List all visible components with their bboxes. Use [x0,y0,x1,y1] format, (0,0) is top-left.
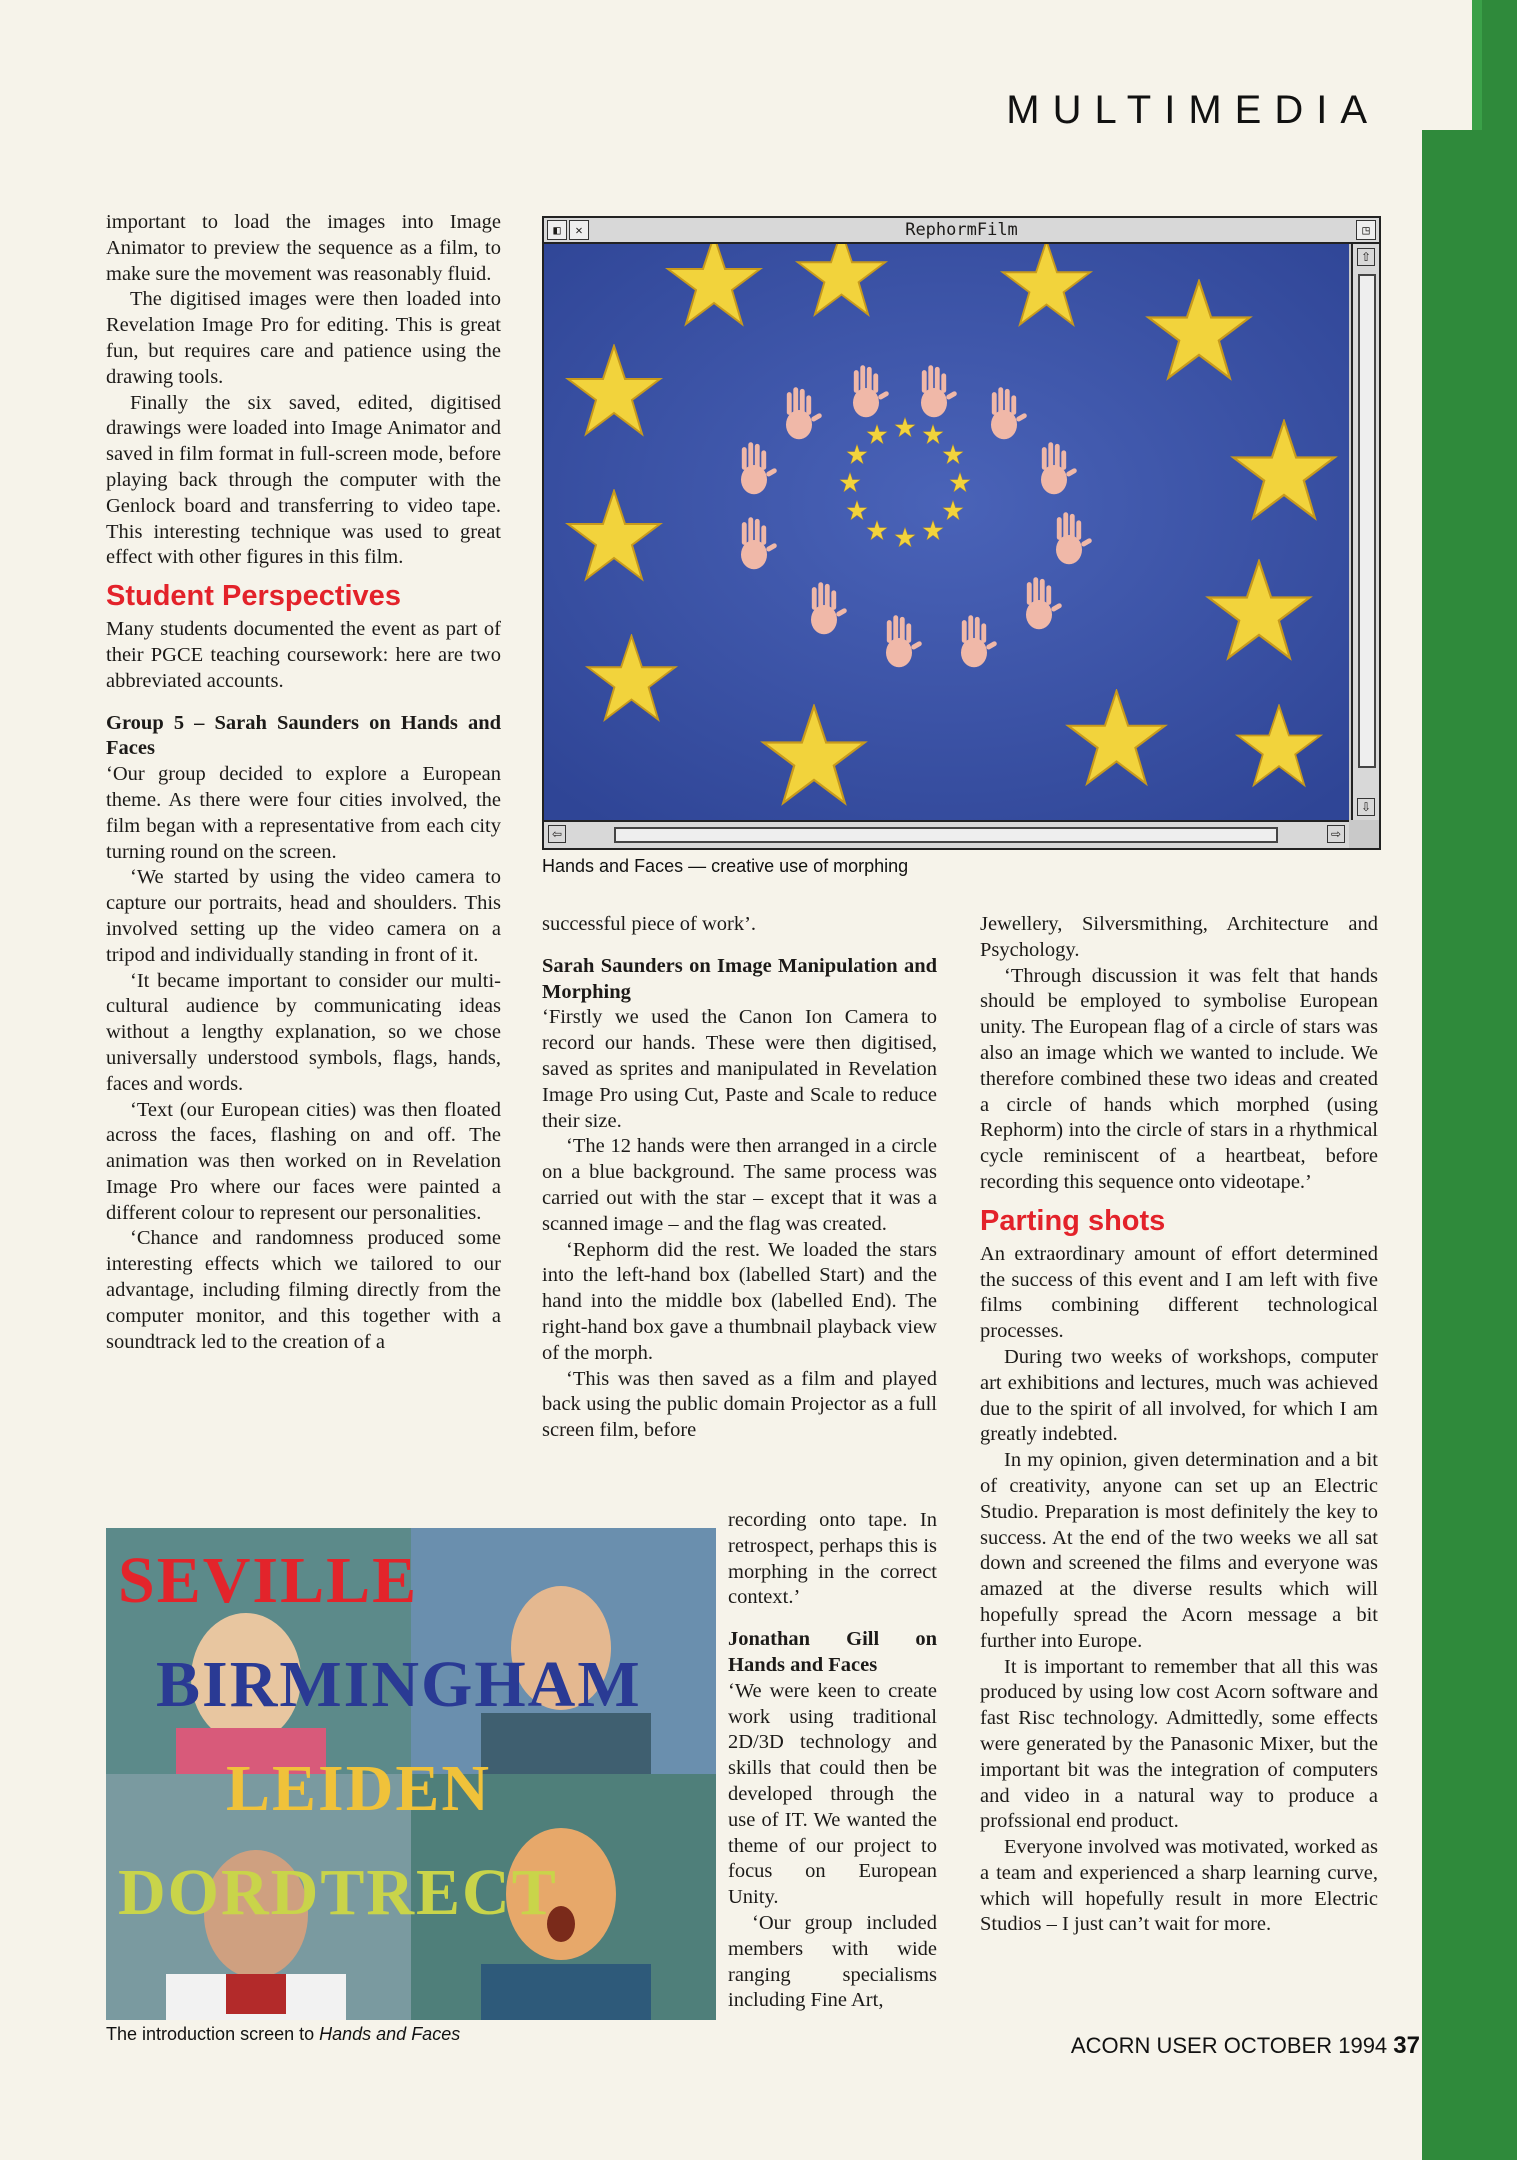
left-paragraph-7: ‘It became important to consider our multi-cultural audience by communicating ideas without a lengthy explanation, so we chose universally understood symbols, flags, hands, faces and words. [106,969,501,1095]
window-titlebar[interactable] [544,218,1379,244]
intro-caption-title: Hands and Faces [319,2024,461,2044]
middle-paragraph-7: ‘Our group included members with wide ranging specialisms including Fine Art, [728,1911,937,2012]
subheading-jonathan-gill: Jonathan Gill on Hands and Faces [728,1628,937,1676]
section-title: MULTIMEDIA [1006,88,1380,132]
tab-edge [1472,0,1482,130]
left-paragraph-1: important to load the images into Image Animator to preview the sequence as a film, to make sure the movement was reasonably fluid. [106,211,501,285]
subheading-sarah-saunders: Sarah Saunders on Image Manipulation and Morphing [542,954,937,1003]
left-paragraph-4: Many students documented the event as part of their PGCE teaching coursework: here are two abbreviated accounts. [106,618,501,692]
middle-paragraph-5b: recording onto tape. In retrospect, perhaps this is morphing in the correct context.’ [728,1509,937,1609]
left-paragraph-8: ‘Text (our European cities) was then floated across the faces, flashing on and off. The animation was then worked on in Revelation Image Pro where our faces were painted a different colour to represent our personalities. [106,1098,501,1224]
middle-paragraph-4: ‘Rephorm did the rest. We loaded the stars into the left-hand box (labelled Start) and the hand into the middle box (labelled End). The right-hand box gave a thumbnail playback view of the morph. [542,1238,937,1364]
horizontal-scrollbar[interactable] [544,820,1349,848]
rephorm-film-window [542,216,1381,850]
subheading-group-5: Group 5 – Sarah Saunders on Hands and Faces [106,711,501,760]
intro-caption [106,2024,460,2045]
middle-paragraph-2: ‘Firstly we used the Canon Ion Camera to record our hands. These were then digitised, saved as sprites and manipulated in Revelation Image Pro using Cut, Paste and Scale to reduce their size. [542,1006,937,1132]
morph-canvas [544,244,1349,820]
footer-publication: ACORN USER OCTOBER 1994 [1070,2033,1388,2058]
intro-screen-image [106,1528,716,2020]
heading-parting-shots: Parting shots [980,1204,1166,1237]
right-paragraph-5: In my opinion, given determination and a bit of creativity, anyone can set up an Electric Studio. Preparation is most definitely the key to success. At the end of the two weeks we all sat down and screened the films and everyone was amazed at the diverse results which will hopefully spread the Acorn message a bit further into Europe. [980,1449,1378,1652]
scroll-right-icon[interactable]: ⇨ [1327,825,1345,843]
vertical-scrollbar[interactable] [1351,244,1379,820]
middle-paragraph-1: successful piece of work’. [542,913,757,935]
green-edge-tab [1422,0,1517,2160]
intro-caption-prefix: The introduction screen to [106,2024,320,2044]
heading-student-perspectives: Student Perspectives [106,580,401,613]
city-birmingham: BIRMINGHAM [156,1648,642,1721]
page-number: 37 [1393,2032,1420,2059]
toggle-size-icon[interactable]: ◳ [1356,220,1376,240]
city-leiden: LEIDEN [226,1752,492,1825]
middle-column-narrow [728,1508,937,2014]
left-paragraph-2: The digitised images were then loaded into Revelation Image Pro for editing. This is great fun, but requires care and patience using the drawing tools. [106,288,501,388]
city-seville: SEVILLE [118,1544,419,1617]
left-paragraph-9: ‘Chance and randomness produced some interesting effects which we tailored to our advantage, including filming directly from the computer monitor, and this together with a soundtrack led to the creation of a [106,1227,501,1353]
left-paragraph-3: Finally the six saved, edited, digitised drawings were loaded into Image Animator and saved in film format in full-screen mode, before playing back through the computer with the Genlock board and transferring to video tape. This interesting technique was used to great effect with other figures in this film. [106,391,501,569]
vertical-scroll-thumb[interactable] [1358,274,1376,768]
right-paragraph-6: It is important to remember that all this was produced by using low cost Acorn software and fast Risc technology. Admittedly, some effects were generated by the Panasonic Mixer, but the important bit was the integration of computers and video in a natural way to produce a profssional end product. [980,1655,1378,1833]
back-icon[interactable]: ◧ [547,220,567,240]
middle-paragraph-6: ‘We were keen to create work using traditional 2D/3D technology and skills that could then be developed through the use of IT. We wanted the theme of our project to focus on European Unity. [728,1679,937,1909]
right-paragraph-4: During two weeks of workshops, computer art exhibitions and lectures, much was achieved due to the spirit of all involved, for which I am greatly indebted. [980,1345,1378,1446]
right-paragraph-7: Everyone involved was motivated, worked as a team and experienced a sharp learning curve, which will hopefully result in more Electric Studios – I just can’t wait for more. [980,1836,1378,1936]
right-paragraph-3: An extraordinary amount of effort determined the success of this event and I am left with five films combining different technological processes. [980,1242,1378,1343]
middle-paragraph-3: ‘The 12 hands were then arranged in a circle on a blue background. The same process was carried out with the star – except that it was a scanned image – and the flag was created. [542,1135,937,1235]
tab-notch [1422,0,1472,130]
left-paragraph-6: ‘We started by using the video camera to capture our portraits, head and shoulders. This involved setting up the video camera on a tripod and individually standing in front of it. [106,866,501,966]
middle-column [542,912,937,1444]
morph-caption: Hands and Faces — creative use of morphing [542,856,909,876]
left-column [106,210,501,1355]
window-title: RephormFilm [905,220,1018,240]
close-icon[interactable]: ✕ [569,220,589,240]
scroll-left-icon[interactable]: ⇦ [548,825,566,843]
city-dordtrect: DORDTRECT [118,1856,558,1929]
middle-paragraph-5a: ‘This was then saved as a film and played back using the public domain Projector as a full screen film, before [542,1367,937,1442]
right-column [980,912,1378,1938]
left-paragraph-5: ‘Our group decided to explore a European theme. As there were four cities involved, the film began with a representative from each city turning round on the screen. [106,763,501,863]
page-footer [1000,2032,1420,2060]
right-paragraph-2: ‘Through discussion it was felt that hands should be employed to symbolise European unity. The European flag of a circle of stars was also an image which we wanted to include. We therefore combined these two ideas and created a circle of hands which morphed (using Rephorm) into the circle of stars in a rhythmical cycle reminiscent of a heartbeat, before recording this sequence onto videotape.’ [980,964,1378,1193]
hands-and-stars-image [544,244,1349,820]
scroll-down-icon[interactable]: ⇩ [1357,798,1375,816]
right-paragraph-1: Jewellery, Silversmithing, Architecture and Psychology. [980,913,1378,961]
scroll-up-icon[interactable]: ⇧ [1357,248,1375,266]
horizontal-scroll-thumb[interactable] [614,827,1278,843]
